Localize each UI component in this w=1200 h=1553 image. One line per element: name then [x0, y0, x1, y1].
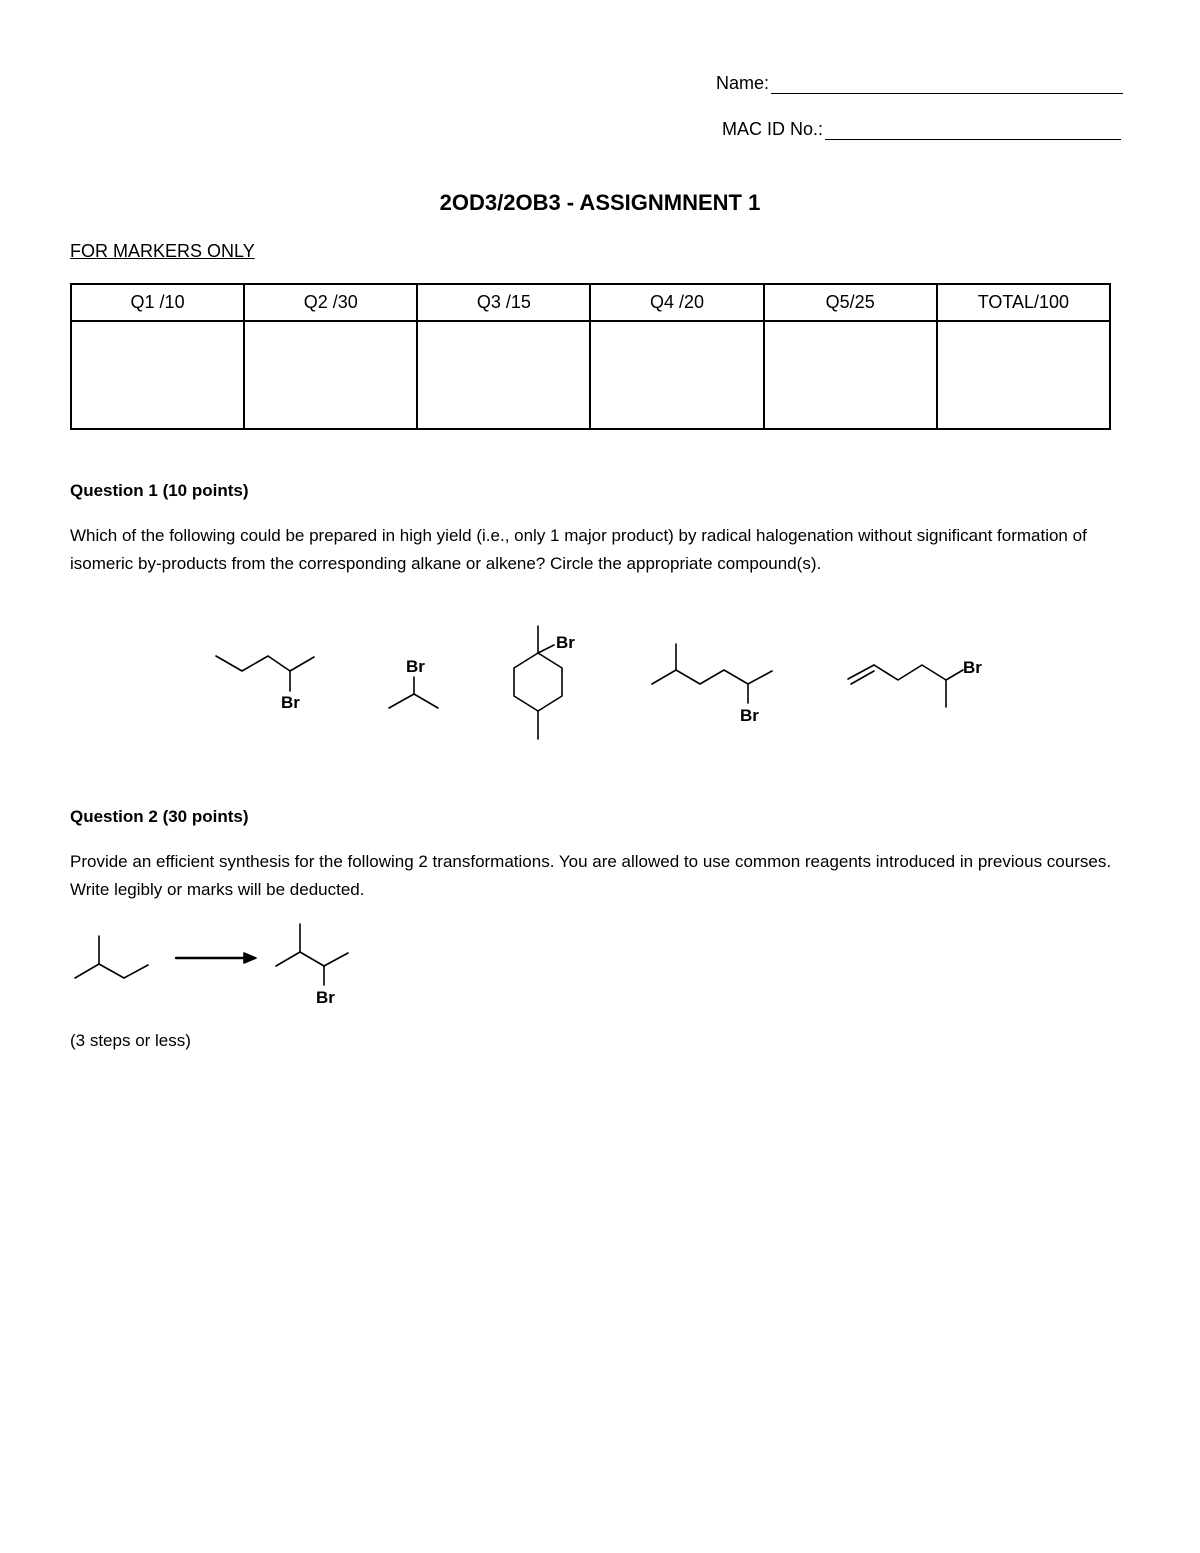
q1-c2-chain [389, 694, 438, 708]
marks-header-row [71, 284, 1110, 321]
page-title: 2OD3/2OB3 - ASSIGNMNENT 1 [439, 190, 761, 215]
score-cell-q3[interactable] [417, 321, 590, 429]
q2-product-br-label: Br [316, 988, 335, 1007]
q2-starting-material[interactable] [75, 936, 148, 978]
q1-c3-br-label: Br [556, 633, 575, 652]
question1-heading: Question 1 (10 points) [70, 481, 249, 500]
q1-c5-br-label: Br [963, 658, 982, 677]
q1-c5-double-bond-outer [848, 665, 874, 679]
question1-text: Which of the following could be prepared in high yield (i.e., only 1 major product) by radical halogenation without significant formation of isomeric by-products from the corresponding alkane or alkene? Circle the appropriate compound(s). [70, 526, 1087, 573]
score-cell-total[interactable] [937, 321, 1110, 429]
markers-heading: FOR MARKERS ONLY [70, 241, 255, 261]
macid-blank-line[interactable] [825, 119, 1121, 140]
marks-header-q1: Q1 /10 [71, 284, 244, 321]
marks-header-total: TOTAL/100 [937, 284, 1110, 321]
marks-header-q2: Q2 /30 [244, 284, 417, 321]
q1-compound-5[interactable] [848, 658, 982, 707]
question2-note: (3 steps or less) [70, 1031, 191, 1050]
q1-c3-br-bond [538, 645, 554, 653]
name-blank-line[interactable] [771, 73, 1123, 94]
question2-text: Provide an efficient synthesis for the following 2 transformations. You are allowed to use common reagents introduced in previous courses. Write legibly or marks will be deducted. [70, 852, 1112, 899]
score-cell-q2[interactable] [244, 321, 417, 429]
marks-table [70, 283, 1111, 430]
reaction-arrow [176, 953, 256, 963]
q1-compound-4[interactable] [652, 644, 772, 725]
q1-c2-br-label: Br [406, 657, 425, 676]
q1-c1-br-label: Br [281, 693, 300, 712]
q2-product-chain [276, 952, 348, 966]
q2-product[interactable] [276, 924, 348, 1007]
marks-header-q4: Q4 /20 [590, 284, 763, 321]
macid-field[interactable] [722, 119, 1121, 140]
q1-compound-3[interactable] [514, 626, 575, 739]
q1-c4-br-label: Br [740, 706, 759, 725]
marks-score-row [71, 321, 1110, 429]
name-label: Name: [716, 73, 770, 93]
q1-c5-double-bond-inner [851, 671, 874, 684]
reaction-arrow-head [244, 953, 256, 963]
q1-c3-ring [514, 653, 562, 711]
q1-c4-chain [652, 670, 772, 684]
marks-header-q5: Q5/25 [764, 284, 937, 321]
score-cell-q1[interactable] [71, 321, 244, 429]
score-cell-q5[interactable] [764, 321, 937, 429]
marks-header-q3: Q3 /15 [417, 284, 590, 321]
q2-sm-chain [75, 964, 148, 978]
name-field[interactable] [716, 73, 1123, 94]
score-cell-q4[interactable] [590, 321, 763, 429]
question2-heading: Question 2 (30 points) [70, 807, 249, 826]
q1-c1-chain [216, 656, 314, 671]
q1-c5-br-bond [946, 670, 963, 680]
q1-c5-chain [874, 665, 946, 680]
macid-label: MAC ID No.: [722, 119, 824, 139]
q1-compound-1[interactable] [216, 656, 314, 712]
q1-compound-2[interactable] [389, 657, 438, 708]
